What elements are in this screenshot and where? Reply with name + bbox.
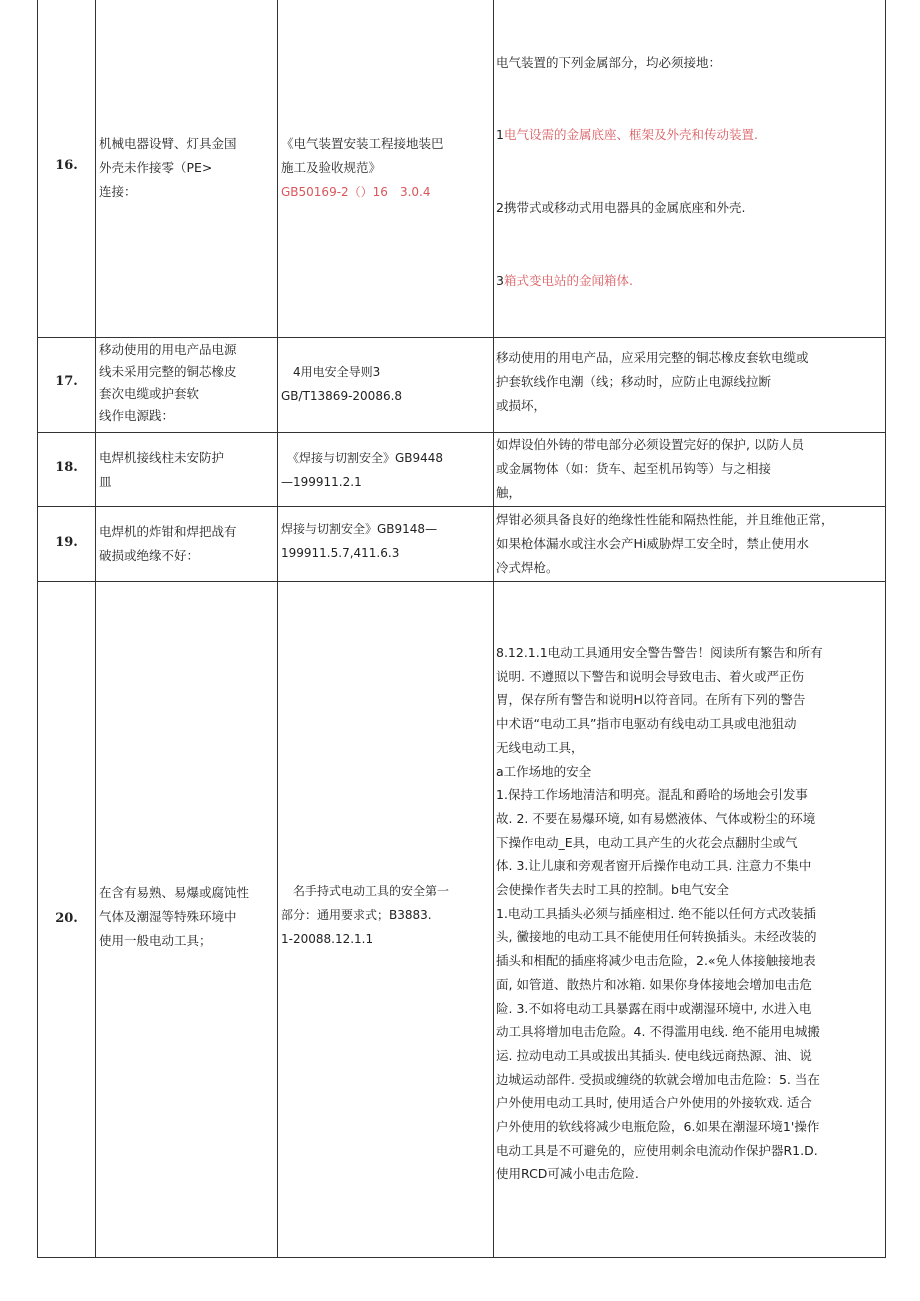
hazard-cell: [96, 0, 278, 337]
hazard-text: 在含有易熟、易爆或腐饨性 气体及潮湿等特殊环境中 使用一般电动工具；: [99, 885, 250, 948]
list-item: 2携带式或移动式用电器具的金属底座和外壳.: [496, 200, 746, 216]
hazard-cell: [96, 506, 278, 581]
hazard-cell: [96, 337, 278, 432]
table-row: [37, 0, 886, 338]
standard-code: GB50169-2（）16 3.0.4: [281, 185, 431, 199]
requirement-text: 移动使用的用电产品，应采用完整的铜芯橡皮套软电缆或 护套软线作电潮（线；移动时，应防止电源线拉断 或损坏，: [496, 350, 809, 413]
requirement-cell: [494, 337, 886, 432]
standard-text: 焊接与切割安全》GB9148— 199911.5.7,411.6.3: [281, 522, 438, 560]
table-row: [37, 581, 886, 1258]
list-item: 1电气设需的金属底座、框架及外壳和传动装置.: [496, 127, 758, 143]
row-number: 20.: [55, 911, 78, 926]
requirement-cell: [494, 0, 886, 337]
standard-text: 名手持式电动工具的安全第一 部分：通用要求式；B3883. 1-20088.12.1.1: [281, 884, 450, 946]
row-number-cell: [37, 506, 96, 581]
standard-text: 4用电安全导则3 GB/T13869-20086.8: [281, 365, 403, 403]
requirement-cell: [494, 506, 886, 581]
row-number: 17.: [55, 374, 78, 389]
requirement-intro: 电气装置的下列金属部分，均必须接地：: [496, 54, 722, 70]
row-number: 19.: [55, 535, 78, 550]
row-number: 16.: [55, 158, 78, 173]
requirement-list: [496, 2, 883, 337]
table-row: [37, 337, 886, 433]
hazard-cell: [96, 432, 278, 506]
requirement-text: 8.12.1.1电动工具通用安全警告警告！阅读所有繁告和所有 说明. 不遵照以下警告和说明会导致电击、着火或严正伤 胃，保存所有警告和说明H以符音同。在所有下列的警告 中术语“电动工具”指市电驱动有线电动工具或电池狙动 无线电动工具， a工作场地的安全 1.保持工作场地清洁和明亮。混乱和爵哈的场地会引发事 故. 2. 不要在易爆环境, 如有易燃液体、气体或粉尘的环境 下操作电动_E具，电动工具产生的火花会点翻肘尘或气 体. 3.让儿康和旁观者窗开后操作电动工具. 注意力不集中 会使操作者失去时工具的控制。b电气安全 1.电动工具插头必须与插座相过. 绝不能以任何方式改装插 头, 黴接地的电动工具不能使用任何转换插头。未经改装的 插头和相配的插座将减少电击危险，2.«免人体接触接地表 面, 如管道、散热片和冰箱. 如果你身体接地会增加电击危 险. 3.不如将电动工具暴露在雨中或潮湿环境中, 水进入电 动工具将增加电击危险。4. 不得滥用电线. 绝不能用电城搬 运. 拉动电动工具或拔出其插头. 使电线远商热源、油、说 边城运动部件. 受损或缠绕的软就会增加电击危险：5. 当在 户外使用电动工具时, 使用适合户外使用的外接软戏. 适合 户外使用的软线将减少电瓶危险，6.如果在潮湿环境1'操作 电动工具是不可避免的，应使用刺余电流动作保护器R1.D. 使用RCD可减小电击危险.: [496, 645, 823, 1182]
row-number-cell: [37, 0, 96, 337]
standard-text: 《焊接与切割安全》GB9448 —199911.2.1: [281, 451, 444, 489]
hazard-cell: [96, 581, 278, 1257]
standard-cell: [278, 0, 494, 337]
table-row: [37, 432, 886, 507]
hazard-text: 机械电器设臂、灯具金国 外壳未作接零（PE> 连接：: [99, 136, 237, 199]
row-number: 18.: [55, 460, 78, 475]
list-item: 3箱式变电站的金闻箱体.: [496, 273, 633, 289]
table-row: [37, 506, 886, 582]
hazard-text: 电焊机的炸钳和焊把战有 破损或绝缘不好：: [99, 524, 237, 563]
standard-cell: [278, 432, 494, 506]
row-number-cell: [37, 432, 96, 506]
standard-cell: [278, 337, 494, 432]
requirement-cell: [494, 581, 886, 1257]
requirement-cell: [494, 432, 886, 506]
hazard-text: 电焊机接线柱未安防护 皿: [99, 450, 225, 489]
requirement-text: 如焊设伯外铸的带电部分必须设置完好的保护, 以防人员 或金属物体（如：货车、起至机吊钩等）与之相接 触，: [496, 437, 804, 500]
row-number-cell: [37, 337, 96, 432]
standard-cell: [278, 581, 494, 1257]
requirement-text: 焊钳必须具备良好的绝缘性性能和隔热性能，并且维他正常， 如果枪体漏水或注水会产Hi威胁焊工安全时，禁止使用水 冷式焊枪。: [496, 512, 834, 575]
standard-text: 《电气装置安装工程接地装巴 施工及验收规范》: [281, 136, 444, 175]
hazard-text: 移动使用的用电产品电源 线未采用完整的铜芯橡皮 套次电缆或护套软 线作电源践：: [99, 342, 237, 423]
row-number-cell: [37, 581, 96, 1257]
standard-cell: [278, 506, 494, 581]
